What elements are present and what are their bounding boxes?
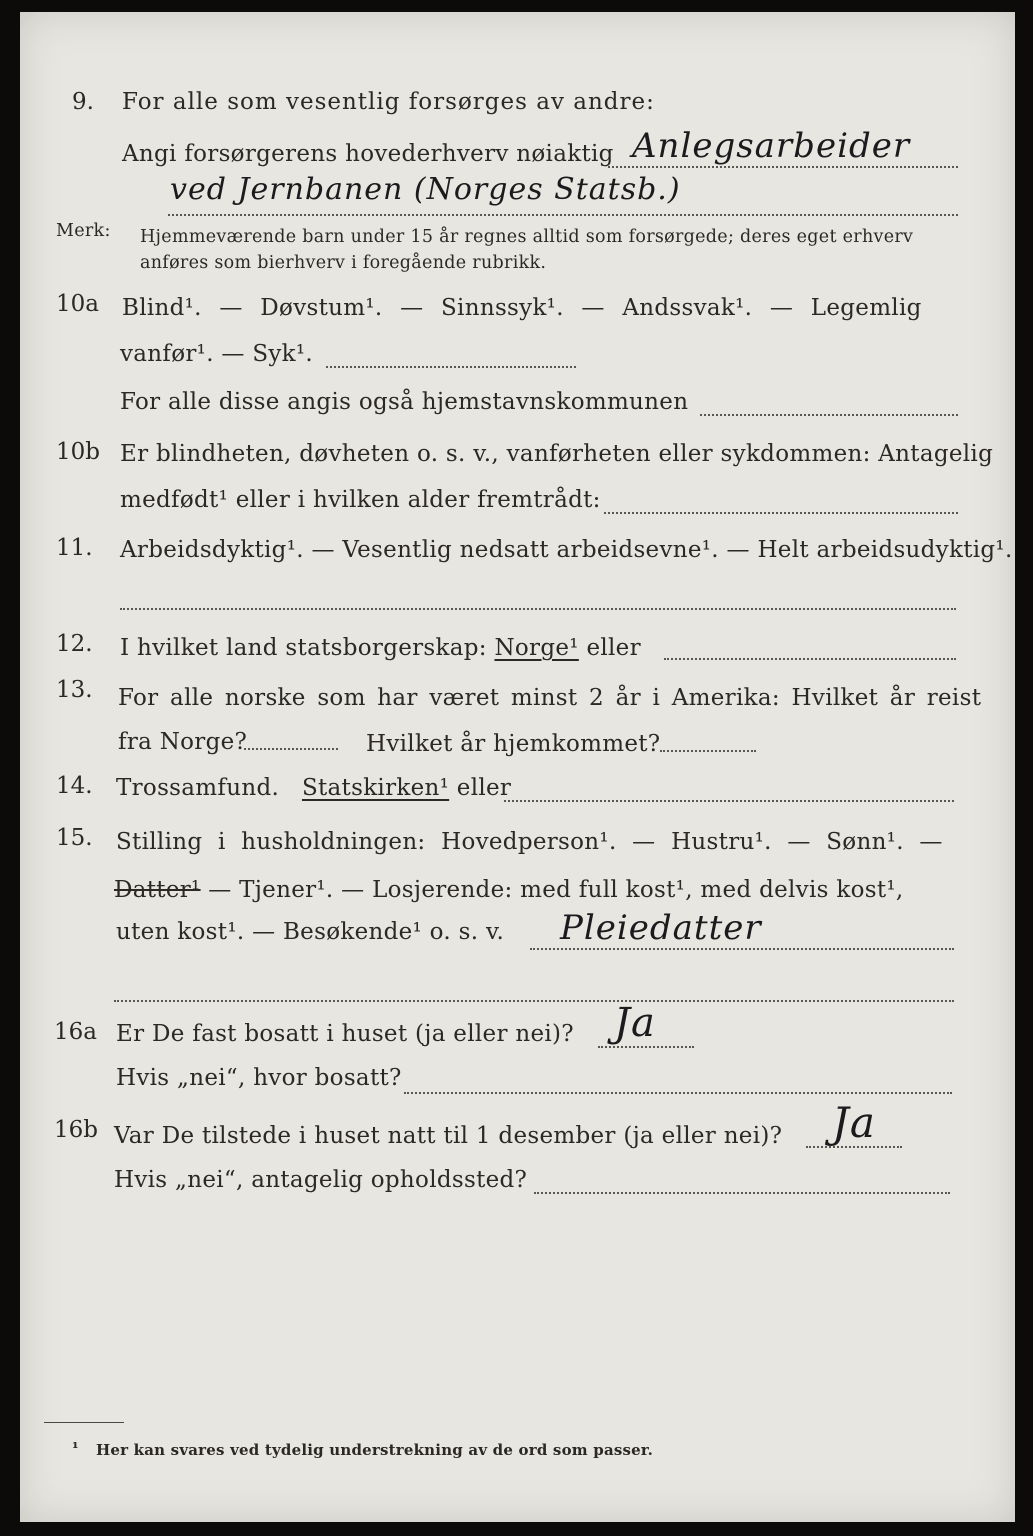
merk-label: Merk:: [56, 221, 111, 241]
q9-number: 9.: [72, 89, 94, 115]
q13-hjemkommet-line: [660, 750, 756, 752]
q9-handwritten-answer-line2: ved Jernbanen (Norges Statsb.): [170, 172, 681, 207]
q10a-line1: Blind¹. — Døvstum¹. — Sinnssyk¹. — Andssvak¹. — Legemlig: [122, 295, 922, 321]
q9-handwritten-answer-line1: Anlegsarbeider: [632, 126, 911, 166]
q10b-number: 10b: [56, 439, 100, 465]
q16a-answer-line: [598, 1046, 694, 1048]
q12-line: [120, 634, 641, 662]
q15-answer-line: [530, 948, 954, 950]
q10b-line2: medfødt¹ eller i hvilken alder fremtrådt:: [120, 487, 601, 513]
footnote-mark: ¹: [72, 1439, 79, 1457]
q16a-number: 16a: [54, 1019, 97, 1045]
q12-answer-line: [664, 658, 956, 660]
q9-line2: Angi forsørgerens hovederhverv nøiaktig: [122, 141, 614, 167]
q13-number: 13.: [56, 677, 93, 703]
q10a-line2: vanfør¹. — Syk¹.: [120, 341, 314, 367]
q12-underlined-answer: Norge¹: [494, 635, 579, 661]
q9-answer-line1: [608, 166, 958, 168]
q14-prefix: Trossamfund.: [116, 775, 280, 801]
footnote-text: Her kan svares ved tydelig understrekning av de ord som passer.: [96, 1441, 654, 1459]
q16b-line2: Hvis „nei“, antagelig opholdssted?: [114, 1167, 528, 1193]
q10a-number: 10a: [56, 291, 99, 317]
q16b-line1: Var De tilstede i huset natt til 1 desember (ja eller nei)?: [114, 1123, 783, 1149]
q10a-hjemstavn-line: [700, 414, 958, 416]
q16b-number: 16b: [54, 1117, 98, 1143]
q14-suffix: eller: [456, 775, 512, 801]
q12-suffix: eller: [586, 635, 641, 661]
q9-answer-line2: [168, 214, 958, 216]
q14-underlined-answer: Statskirken¹: [301, 775, 450, 801]
q16a-line2: Hvis „nei“, hvor bosatt?: [116, 1065, 402, 1091]
q15-number: 15.: [56, 825, 93, 851]
q14-number: 14.: [56, 773, 93, 799]
q12-number: 12.: [56, 631, 93, 657]
q13-line2a: fra Norge?: [118, 729, 248, 755]
q14-line: [116, 774, 511, 802]
q15-extra-line: [114, 1000, 954, 1002]
q16a-bosatt-line: [404, 1092, 952, 1094]
q15-line1: Stilling i husholdningen: Hovedperson¹. — Hustru¹. — Sønn¹. —: [116, 829, 943, 855]
q12-prefix: I hvilket land statsborgerskap:: [120, 635, 487, 661]
q10b-line1: Er blindheten, døvheten o. s. v., vanførheten eller sykdommen: Antagelig: [120, 441, 994, 467]
q11-number: 11.: [56, 535, 93, 561]
q15-line3: uten kost¹. — Besøkende¹ o. s. v.: [116, 919, 505, 945]
q16a-line1: Er De fast bosatt i huset (ja eller nei)?: [116, 1021, 574, 1047]
q15-line2: [114, 876, 904, 904]
q9-line1: For alle som vesentlig forsørges av andre:: [122, 89, 655, 115]
q13-line2b: Hvilket år hjemkommet?: [366, 731, 661, 757]
q10a-line3: For alle disse angis også hjemstavnskommunen: [120, 389, 689, 415]
q15-handwritten-answer: Pleiedatter: [560, 908, 762, 948]
q10b-answer-line: [604, 512, 958, 514]
q13-line1: For alle norske som har været minst 2 år i Amerika: Hvilket år reist: [118, 685, 982, 711]
merk-line1: Hjemmeværende barn under 15 år regnes alltid som forsørgede; deres eget erhverv: [140, 227, 914, 247]
q11-answer-line: [120, 608, 956, 610]
footnote-rule: [44, 1422, 124, 1423]
q13-reist-line: [244, 748, 338, 750]
q16b-opholdssted-line: [534, 1192, 950, 1194]
q16b-handwritten-answer: Ja: [832, 1098, 876, 1147]
q10a-answer-line: [326, 366, 576, 368]
q15-datter-marked: Datter¹: [114, 877, 201, 903]
q14-answer-line: [504, 800, 954, 802]
q11-line1: Arbeidsdyktig¹. — Vesentlig nedsatt arbeidsevne¹. — Helt arbeidsudyktig¹.: [120, 537, 1013, 563]
q15-line2-rest: — Tjener¹. — Losjerende: med full kost¹, med delvis kost¹,: [208, 877, 904, 903]
merk-line2: anføres som bierhverv i foregående rubrikk.: [140, 253, 547, 273]
q16a-handwritten-answer: Ja: [614, 1000, 656, 1046]
